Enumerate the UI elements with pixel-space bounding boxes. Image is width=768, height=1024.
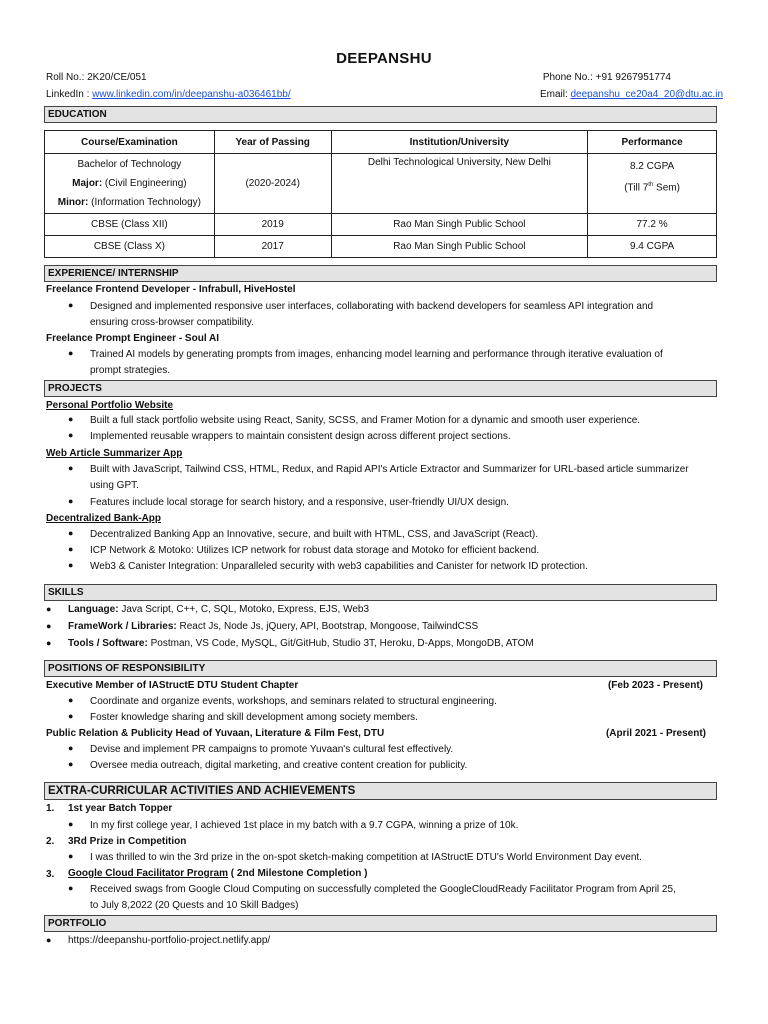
bullet-icon: ●	[68, 711, 74, 721]
position2-bullet2: Oversee media outreach, digital marketing, and creative content creation for publicity.	[90, 760, 468, 771]
linkedin-label: LinkedIn :	[46, 89, 93, 100]
job1-bullet-line1: Designed and implemented responsive user interfaces, collaborating with backend developers for seamless API integration and	[90, 301, 654, 312]
btech-year: (2020-2024)	[214, 154, 331, 214]
roll-number: Roll No.: 2K20/CE/051	[46, 72, 147, 83]
bullet-icon: ●	[46, 621, 52, 631]
bullet-icon: ●	[68, 496, 74, 506]
position1-bullet2: Foster knowledge sharing and skill development among society members.	[90, 712, 418, 723]
table-row	[45, 154, 717, 214]
table-row	[45, 214, 717, 236]
job2-title: Freelance Prompt Engineer - Soul AI	[46, 333, 219, 344]
x-course: CBSE (Class X)	[45, 236, 215, 258]
bullet-icon: ●	[68, 348, 74, 358]
achievement3-number: 3.	[46, 869, 55, 880]
bullet-icon: ●	[68, 743, 74, 753]
col-institution: Institution/University	[331, 131, 588, 154]
bullet-icon: ●	[68, 300, 74, 310]
project1-bullet1: Built a full stack portfolio website using React, Sanity, SCSS, and Framer Motion for a dynamic and smooth user experience.	[90, 415, 641, 426]
btech-minor: Minor: (Information Technology)	[57, 197, 201, 208]
bullet-icon: ●	[68, 883, 74, 893]
achievement2-number: 2.	[46, 836, 55, 847]
bullet-icon: ●	[68, 544, 74, 554]
linkedin-link[interactable]: www.linkedin.com/in/deepanshu-a036461bb/	[92, 89, 291, 100]
project3-bullet2: ICP Network & Motoko: Utilizes ICP network for robust data storage and Motoko for efficient backend.	[90, 545, 540, 556]
bullet-icon: ●	[68, 819, 74, 829]
project1-bullet2: Implemented reusable wrappers to maintain consistent design across different project sections.	[90, 431, 511, 442]
bullet-icon: ●	[68, 528, 74, 538]
project2-bullet1-line1: Built with JavaScript, Tailwind CSS, HTML, Redux, and Rapid API's Article Extractor and Summarizer for URL-based article summarizer	[90, 464, 689, 475]
achievement2-bullet: I was thrilled to win the 3rd prize in the on-spot sketch-making competition at IAStructE DTU's World Environment Day event.	[90, 852, 642, 863]
col-year: Year of Passing	[214, 131, 331, 154]
skills-heading: SKILLS	[44, 584, 717, 601]
x-institution: Rao Man Singh Public School	[331, 236, 588, 258]
portfolio-heading: PORTFOLIO	[44, 915, 717, 932]
x-year: 2017	[214, 236, 331, 258]
email-line	[540, 89, 723, 100]
projects-heading: PROJECTS	[44, 380, 717, 397]
job1-bullet-line2: ensuring cross-browser compatibility.	[90, 317, 254, 328]
bullet-icon: ●	[46, 935, 52, 945]
email-link[interactable]: deepanshu_ce20a4_20@dtu.ac.in	[570, 89, 723, 100]
bullet-icon: ●	[68, 560, 74, 570]
xii-year: 2019	[214, 214, 331, 236]
bullet-icon: ●	[46, 604, 52, 614]
x-performance: 9.4 CGPA	[588, 236, 717, 258]
job2-bullet-line2: prompt strategies.	[90, 365, 171, 376]
project2-title: Web Article Summarizer App	[46, 448, 183, 459]
project3-bullet1: Decentralized Banking App an Innovative, secure, and built with HTML, CSS, and JavaScript (React).	[90, 529, 539, 540]
experience-heading: EXPERIENCE/ INTERNSHIP	[44, 265, 717, 282]
position1-date: (Feb 2023 - Present)	[607, 680, 703, 691]
project2-bullet1-line2: using GPT.	[90, 480, 139, 491]
btech-performance	[588, 154, 717, 214]
extracurricular-heading: EXTRA-CURRICULAR ACTIVITIES AND ACHIEVEMENTS	[44, 782, 717, 800]
achievement2-title: 3Rd Prize in Competition	[68, 836, 187, 847]
btech-cgpa: 8.2 CGPA	[629, 161, 675, 172]
project3-title: Decentralized Bank-App	[46, 513, 162, 524]
xii-course: CBSE (Class XII)	[45, 214, 215, 236]
btech-course: Bachelor of Technology	[77, 159, 182, 170]
portfolio-url[interactable]: https://deepanshu-portfolio-project.netlify.app/	[68, 935, 271, 946]
xii-performance: 77.2 %	[588, 214, 717, 236]
achievement3-bullet-line1: Received swags from Google Cloud Computing on successfully completed the GoogleCloudReady Facilitator Program from April 25,	[90, 884, 676, 895]
project1-title: Personal Portfolio Website	[46, 400, 174, 411]
bullet-icon: ●	[68, 851, 74, 861]
achievement1-number: 1.	[46, 803, 55, 814]
email-label: Email:	[539, 89, 571, 100]
xii-institution: Rao Man Singh Public School	[331, 214, 588, 236]
bullet-icon: ●	[68, 430, 74, 440]
achievement3-title: Google Cloud Facilitator Program ( 2nd Milestone Completion )	[68, 868, 368, 879]
bullet-icon: ●	[68, 695, 74, 705]
position2-date: (April 2021 - Present)	[605, 728, 706, 739]
table-row	[45, 236, 717, 258]
position1-bullet1: Coordinate and organize events, workshops, and seminars related to structural engineering.	[90, 696, 497, 707]
project3-bullet3: Web3 & Canister Integration: Unparalleled security with web3 capabilities and Canister for network ID protection.	[90, 561, 588, 572]
bullet-icon: ●	[68, 759, 74, 769]
skills-language: Language: Java Script, C++, C, SQL, Motoko, Express, EJS, Web3	[68, 604, 370, 615]
btech-till: (Till 7th Sem)	[624, 182, 680, 194]
position2-bullet1: Devise and implement PR campaigns to promote Yuvaan's cultural fest effectively.	[90, 744, 454, 755]
phone-number: Phone No.: +91 9267951774	[542, 72, 671, 83]
positions-heading: POSITIONS OF RESPONSIBILITY	[44, 660, 717, 677]
job1-title: Freelance Frontend Developer - Infrabull, HiveHostel	[46, 284, 296, 295]
job2-bullet-line1: Trained AI models by generating prompts from images, enhancing model learning and performance through iterative evaluation of	[90, 349, 663, 360]
candidate-name: DEEPANSHU	[336, 50, 432, 67]
achievement1-bullet: In my first college year, I achieved 1st place in my batch with a 9.7 CGPA, winning a prize of 10k.	[90, 820, 519, 831]
skills-frameworks: FrameWork / Libraries: React Js, Node Js, jQuery, API, Bootstrap, Mongoose, TailwindCSS	[68, 621, 479, 632]
bullet-icon: ●	[68, 414, 74, 424]
achievement3-bullet-line2: to July 8,2022 (20 Quests and 10 Skill Badges)	[90, 900, 299, 911]
education-header-row	[45, 131, 717, 154]
bullet-icon: ●	[46, 638, 52, 648]
position1-title: Executive Member of IAStructE DTU Student Chapter	[46, 680, 299, 691]
bullet-icon: ●	[68, 463, 74, 473]
achievement1-title: 1st year Batch Topper	[68, 803, 173, 814]
btech-major: Major: (Civil Engineering)	[72, 178, 187, 189]
project2-bullet2: Features include local storage for search history, and a responsive, user-friendly UI/UX design.	[90, 497, 509, 508]
btech-institution: Delhi Technological University, New Delhi	[331, 154, 588, 214]
skills-tools: Tools / Software: Postman, VS Code, MySQL, Git/GitHub, Studio 3T, Heroku, D-Apps, MongoDB, ATOM	[68, 638, 534, 649]
linkedin-line	[46, 89, 291, 100]
col-performance: Performance	[588, 131, 717, 154]
education-heading: EDUCATION	[44, 106, 717, 123]
education-table	[44, 130, 717, 258]
position2-title: Public Relation & Publicity Head of Yuvaan, Literature & Film Fest, DTU	[46, 728, 385, 739]
btech-course-cell	[45, 154, 215, 214]
google-cloud-program-link[interactable]: Google Cloud Facilitator Program	[68, 868, 229, 879]
col-course: Course/Examination	[45, 131, 215, 154]
